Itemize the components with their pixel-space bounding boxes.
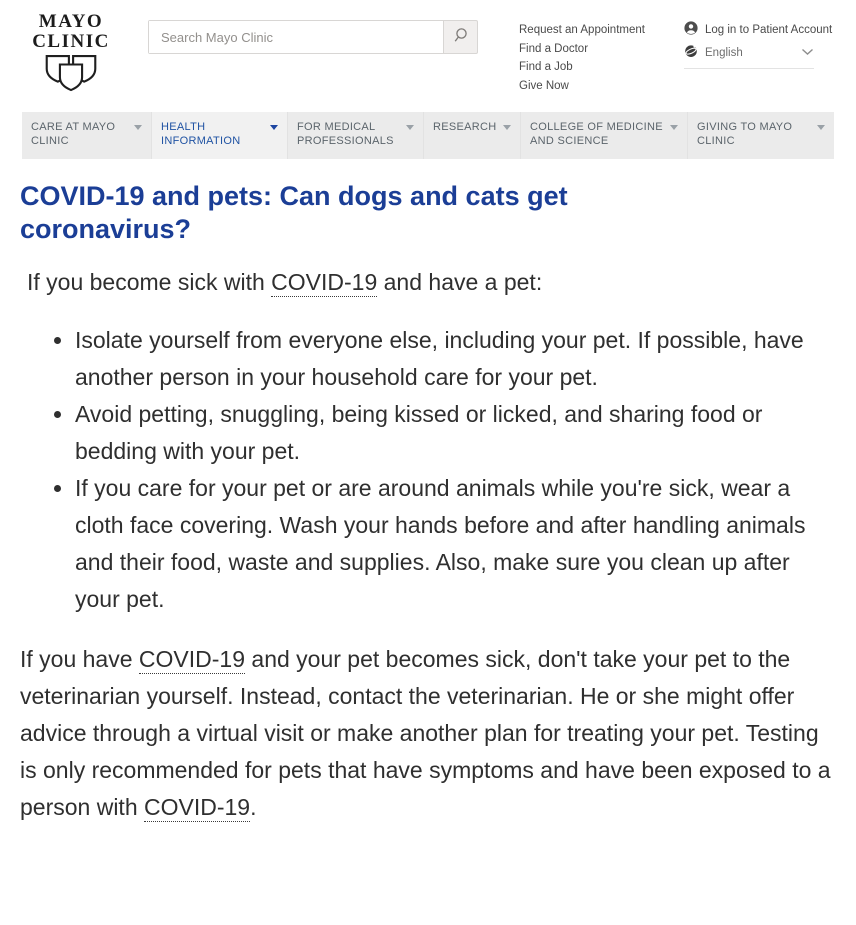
nav-item-label: GIVING TO MAYO CLINIC xyxy=(697,121,793,147)
chevron-down-icon xyxy=(270,125,278,130)
nav-item-label: RESEARCH xyxy=(433,121,497,133)
search-input[interactable] xyxy=(149,21,444,53)
give-now-link[interactable]: Give Now xyxy=(519,79,569,92)
nav-item-care-at-mayo-clinic[interactable] xyxy=(22,112,152,159)
precaution-list xyxy=(20,322,836,618)
chevron-down-icon xyxy=(817,125,825,130)
list-item: • Isolate yourself from everyone else, including your pet. If possible, have another person in your household care for your pet. xyxy=(75,322,836,396)
chevron-down-icon xyxy=(406,125,414,130)
find-job-link[interactable]: Find a Job xyxy=(519,61,573,73)
nav-item-label: CARE AT MAYO CLINIC xyxy=(31,121,116,147)
chevron-down-icon xyxy=(134,125,142,130)
closing-text: and your pet becomes sick, don't take your pet to the veterinarian yourself. Instead, contact the veterinarian. He or she might offer advice through a virtual visit or make another plan for treating your pet. Testing is only recommended for pets that have symptoms and have been exposed to a person with xyxy=(20,646,831,820)
list-item: • If you care for your pet or are around animals while you're sick, wear a cloth face covering. Wash your hands before and after handling animals and their food, waste and supplies. Also, make sure you clean up after your pet. xyxy=(75,470,836,618)
request-appointment-link[interactable]: Request an Appointment xyxy=(519,24,645,36)
person-icon xyxy=(684,21,698,38)
chevron-down-icon xyxy=(503,125,511,130)
intro-paragraph xyxy=(27,267,836,298)
header-quick-links xyxy=(519,21,645,95)
logo-text-line2: CLINIC xyxy=(32,31,110,52)
covid19-term-link[interactable]: COVID-19 xyxy=(138,646,246,672)
closing-text: . xyxy=(250,794,257,820)
nav-item-label: HEALTH INFORMATION xyxy=(161,121,241,147)
intro-text: and have a pet: xyxy=(377,269,543,295)
search-button[interactable] xyxy=(444,21,477,53)
intro-text: If you become sick with xyxy=(27,269,272,295)
article-content xyxy=(0,180,856,826)
nav-item-research[interactable] xyxy=(424,112,521,159)
list-item: • Avoid petting, snuggling, being kissed or licked, and sharing food or bedding with your pet. xyxy=(75,396,836,470)
site-header xyxy=(0,0,856,112)
covid19-term-link[interactable]: COVID-19 xyxy=(144,794,251,820)
nav-item-health-information[interactable] xyxy=(152,112,288,159)
page-title: COVID-19 and pets: Can dogs and cats get coronavirus? xyxy=(20,181,568,244)
language-selected-label: English xyxy=(705,46,743,59)
logo-text-line1: MAYO xyxy=(38,11,104,32)
mayo-three-shields-icon xyxy=(26,55,116,98)
covid19-term-link[interactable]: COVID-19 xyxy=(271,269,378,295)
nav-item-college-of-medicine-and-science[interactable] xyxy=(521,112,688,159)
nav-item-giving-to-mayo-clinic[interactable] xyxy=(688,112,834,159)
globe-icon xyxy=(684,44,698,61)
primary-nav xyxy=(22,112,834,159)
search-bar xyxy=(148,20,478,54)
chevron-down-icon xyxy=(670,125,678,130)
mayo-clinic-logo[interactable] xyxy=(26,12,116,98)
nav-item-for-medical-professionals[interactable] xyxy=(288,112,424,159)
nav-item-label: COLLEGE OF MEDICINE AND SCIENCE xyxy=(530,121,663,147)
language-selector[interactable] xyxy=(684,44,814,69)
chevron-down-icon xyxy=(801,47,814,59)
find-doctor-link[interactable]: Find a Doctor xyxy=(519,42,589,55)
account-login-label: Log in to Patient Account xyxy=(705,23,833,36)
closing-text: If you have xyxy=(20,646,139,672)
search-icon xyxy=(452,27,469,47)
closing-paragraph xyxy=(20,641,836,826)
patient-account-login-link[interactable] xyxy=(684,21,832,38)
nav-item-label: FOR MEDICAL PROFESSIONALS xyxy=(297,121,394,147)
